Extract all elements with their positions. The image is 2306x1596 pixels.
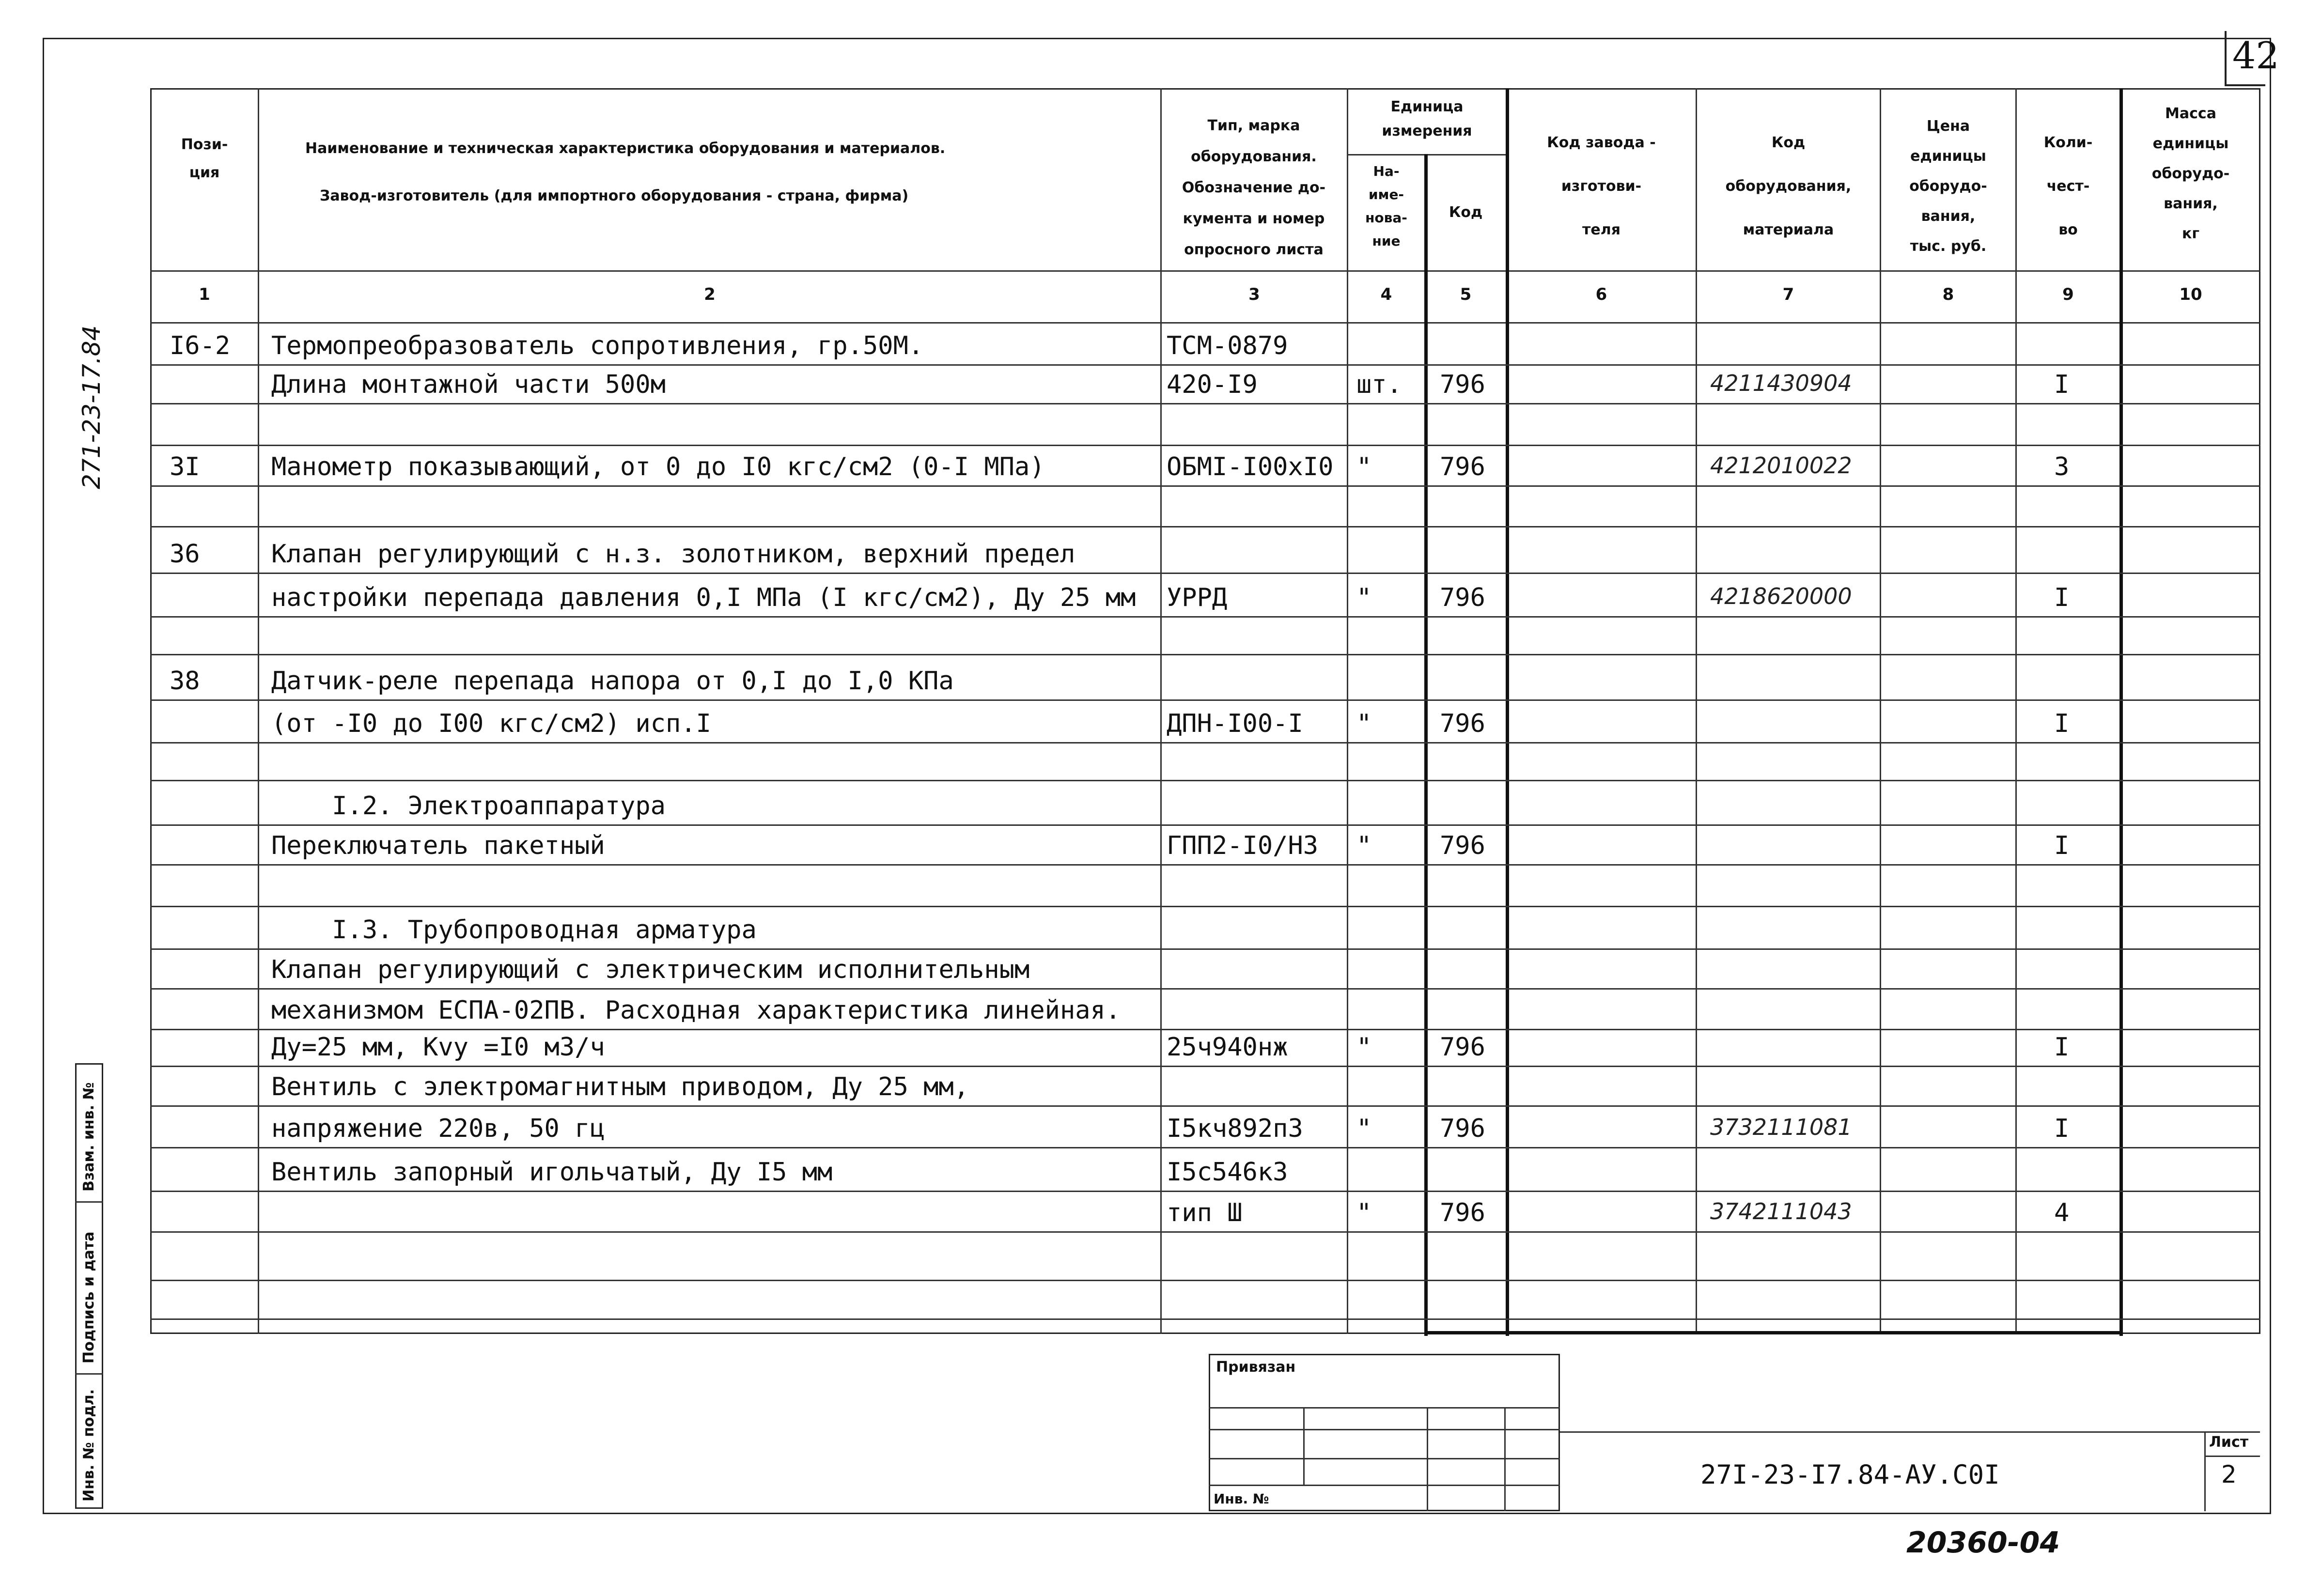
row-line bbox=[150, 1066, 2260, 1067]
cell-name: Длина монтажной части 500м bbox=[271, 370, 666, 399]
header-mass: Масса единицы оборудо- вания, кг bbox=[2151, 105, 2230, 242]
cell-unit-name: " bbox=[1356, 583, 1372, 612]
title-block-sheet-divider bbox=[2204, 1431, 2206, 1511]
row-line bbox=[150, 573, 2260, 574]
corner-number: 42 bbox=[2232, 34, 2279, 77]
row-line bbox=[150, 616, 2260, 618]
thick-bottom-line bbox=[1424, 1331, 2122, 1334]
colnum-6: 6 bbox=[1595, 285, 1607, 304]
row-line bbox=[150, 1318, 2260, 1320]
stamp-vline-1 bbox=[1303, 1407, 1305, 1485]
row-line bbox=[150, 824, 2260, 826]
cell-name: Переключатель пакетный bbox=[271, 831, 605, 860]
row-line bbox=[150, 742, 2260, 744]
cell-unit-code: 796 bbox=[1440, 370, 1485, 399]
cell-name: Клапан регулирующий с электрическим исполнительным bbox=[271, 955, 1030, 984]
margin-field-replace-inv: Взам. инв. № bbox=[80, 1082, 97, 1192]
cell-position: 36 bbox=[170, 540, 200, 569]
cell-unit-code: 796 bbox=[1440, 1114, 1485, 1143]
stamp-vline-2 bbox=[1427, 1407, 1428, 1511]
header-price: Цена единицы оборудо- вания, тыс. руб. bbox=[1909, 118, 1987, 255]
cell-name: Ду=25 мм, Кvу =I0 м3/ч bbox=[271, 1033, 605, 1062]
header-type: Тип, марка оборудования. Обозначение до- кумента и номер опросного листа bbox=[1182, 117, 1326, 258]
row-line bbox=[150, 699, 2260, 701]
row-line bbox=[150, 906, 2260, 907]
cell-type: I5с546к3 bbox=[1167, 1158, 1288, 1187]
cell-name: Датчик-реле перепада напора от 0,I до I,0 КПа bbox=[271, 666, 954, 696]
stamp-vline-3 bbox=[1504, 1407, 1506, 1511]
cell-type: тип Ш bbox=[1167, 1198, 1243, 1227]
cell-name: Вентиль с электромагнитным приводом, Ду 25 мм, bbox=[271, 1072, 969, 1101]
header-unit-code: Код bbox=[1449, 204, 1483, 221]
title-block-top bbox=[1560, 1431, 2260, 1433]
row-line bbox=[150, 1147, 2260, 1148]
cell-unit-name: " bbox=[1356, 831, 1372, 860]
cell-quantity: I bbox=[2054, 583, 2070, 612]
cell-unit-code: 796 bbox=[1440, 583, 1485, 612]
cell-equipment-code: 4218620000 bbox=[1710, 583, 1852, 609]
doc-code: 27I-23-I7.84-АУ.С0I bbox=[1700, 1459, 2000, 1490]
cell-name: Клапан регулирующий с н.з. золотником, верхний предел bbox=[271, 540, 1075, 569]
stamp-line-4 bbox=[1209, 1485, 1560, 1486]
colnum-4: 4 bbox=[1380, 285, 1392, 304]
colnum-bottom-line bbox=[150, 322, 2260, 324]
row-line bbox=[150, 654, 2260, 655]
cell-type: I5кч892п3 bbox=[1167, 1114, 1303, 1143]
margin-stamp-line-2 bbox=[75, 1373, 103, 1375]
cell-name: I.2. Электроаппаратура bbox=[271, 791, 666, 821]
cell-equipment-code: 4212010022 bbox=[1710, 452, 1852, 479]
cell-unit-name: " bbox=[1356, 452, 1372, 481]
col-line-4 bbox=[1424, 154, 1428, 1336]
cell-position: I6-2 bbox=[170, 331, 231, 360]
cell-unit-code: 796 bbox=[1440, 709, 1485, 738]
colnum-10: 10 bbox=[2179, 285, 2202, 304]
header-unit-group: Единица измерения bbox=[1382, 98, 1472, 139]
header-unit-name: На- име- нова- ние bbox=[1365, 163, 1407, 249]
sheet-number: 2 bbox=[2221, 1460, 2237, 1488]
cell-name: напряжение 220в, 50 гц bbox=[271, 1114, 605, 1143]
header-name-line2: Завод-изготовитель (для импортного оборудования - страна, фирма) bbox=[320, 187, 909, 204]
cell-unit-name: " bbox=[1356, 1198, 1372, 1227]
cell-type: ГПП2-I0/Н3 bbox=[1167, 831, 1319, 860]
cell-quantity: I bbox=[2054, 370, 2070, 399]
cell-quantity: I bbox=[2054, 1033, 2070, 1062]
cell-type: ТСМ-0879 bbox=[1167, 331, 1288, 360]
cell-quantity: I bbox=[2054, 1114, 2070, 1143]
row-line bbox=[150, 445, 2260, 446]
cell-unit-code: 796 bbox=[1440, 1033, 1485, 1062]
margin-stamp-line-1 bbox=[75, 1201, 103, 1203]
cell-name: механизмом ЕСПА-02ПВ. Расходная характеристика линейная. bbox=[271, 996, 1121, 1025]
stamp-privyazan-box bbox=[1209, 1354, 1560, 1511]
stamp-line-2 bbox=[1209, 1429, 1560, 1430]
header-quantity: Коли- чест- во bbox=[2043, 134, 2093, 238]
cell-position: 38 bbox=[170, 666, 200, 696]
colnum-9: 9 bbox=[2062, 285, 2074, 304]
title-block-sheet-line bbox=[2204, 1456, 2260, 1457]
stamp-privyazan-label: Привязан bbox=[1216, 1359, 1296, 1376]
row-line bbox=[150, 364, 2260, 366]
row-line bbox=[150, 1191, 2260, 1192]
cell-unit-name: " bbox=[1356, 1033, 1372, 1062]
cell-quantity: 4 bbox=[2054, 1198, 2070, 1227]
stamp-line-1 bbox=[1209, 1407, 1560, 1409]
cell-unit-name: шт. bbox=[1356, 370, 1402, 399]
cell-type: ОБМI-I00хI0 bbox=[1167, 452, 1334, 481]
row-line bbox=[150, 1231, 2260, 1233]
cell-type: 420-I9 bbox=[1167, 370, 1258, 399]
header-position: Пози- ция bbox=[181, 136, 228, 181]
row-line bbox=[150, 780, 2260, 781]
row-line bbox=[150, 1105, 2260, 1107]
cell-quantity: 3 bbox=[2054, 452, 2070, 481]
margin-field-signature-date: Подпись и дата bbox=[80, 1231, 97, 1364]
cell-unit-code: 796 bbox=[1440, 1198, 1485, 1227]
cell-name: настройки перепада давления 0,I МПа (I кгс/см2), Ду 25 мм bbox=[271, 583, 1136, 612]
cell-equipment-code: 3732111081 bbox=[1710, 1114, 1852, 1140]
margin-doc-number: 271-23-17.84 bbox=[78, 325, 106, 489]
cell-type: 25ч940нж bbox=[1167, 1033, 1288, 1062]
cell-type: ДПН-I00-I bbox=[1167, 709, 1303, 738]
sheet-label: Лист bbox=[2209, 1434, 2249, 1451]
cell-unit-code: 796 bbox=[1440, 452, 1485, 481]
cell-type: УРРД bbox=[1167, 583, 1228, 612]
stamp-inv-label: Инв. № bbox=[1214, 1491, 1269, 1507]
cell-name: Вентиль запорный игольчатый, Ду I5 мм bbox=[271, 1158, 833, 1187]
colnum-8: 8 bbox=[1942, 285, 1954, 304]
header-bottom-line bbox=[150, 270, 2260, 272]
row-line bbox=[150, 864, 2260, 866]
cell-quantity: I bbox=[2054, 831, 2070, 860]
colnum-2: 2 bbox=[704, 285, 716, 304]
footer-number: 20360-04 bbox=[1906, 1526, 2060, 1560]
margin-field-original-inv: Инв. № подл. bbox=[80, 1389, 97, 1502]
header-equipment-code: Код оборудования, материала bbox=[1725, 134, 1852, 238]
cell-equipment-code: 4211430904 bbox=[1710, 370, 1852, 396]
header-name-line1: Наименование и техническая характеристика оборудования и материалов. bbox=[305, 140, 946, 157]
row-line bbox=[150, 1280, 2260, 1281]
cell-name: Манометр показывающий, от 0 до I0 кгс/см2 (0-I МПа) bbox=[271, 452, 1045, 481]
row-line bbox=[150, 948, 2260, 950]
stamp-line-3 bbox=[1209, 1458, 1560, 1459]
col-line-9 bbox=[2119, 88, 2123, 1336]
cell-position: 3I bbox=[170, 452, 200, 481]
cell-name: Термопреобразователь сопротивления, гр.50М. bbox=[271, 331, 924, 360]
cell-quantity: I bbox=[2054, 709, 2070, 738]
cell-equipment-code: 3742111043 bbox=[1710, 1198, 1852, 1224]
row-line bbox=[150, 403, 2260, 404]
colnum-7: 7 bbox=[1782, 285, 1794, 304]
row-line bbox=[150, 988, 2260, 990]
colnum-3: 3 bbox=[1248, 285, 1260, 304]
row-line bbox=[150, 526, 2260, 527]
row-line bbox=[150, 485, 2260, 487]
col-line-5 bbox=[1506, 88, 1509, 1336]
row-line bbox=[150, 1029, 2260, 1030]
cell-unit-code: 796 bbox=[1440, 831, 1485, 860]
cell-unit-name: " bbox=[1356, 709, 1372, 738]
colnum-1: 1 bbox=[199, 285, 210, 304]
cell-unit-name: " bbox=[1356, 1114, 1372, 1143]
cell-name: I.3. Трубопроводная арматура bbox=[271, 915, 757, 945]
colnum-5: 5 bbox=[1460, 285, 1472, 304]
header-plant-code: Код завода - изготови- теля bbox=[1547, 134, 1656, 238]
cell-name: (от -I0 до I00 кгс/см2) исп.I bbox=[271, 709, 711, 738]
